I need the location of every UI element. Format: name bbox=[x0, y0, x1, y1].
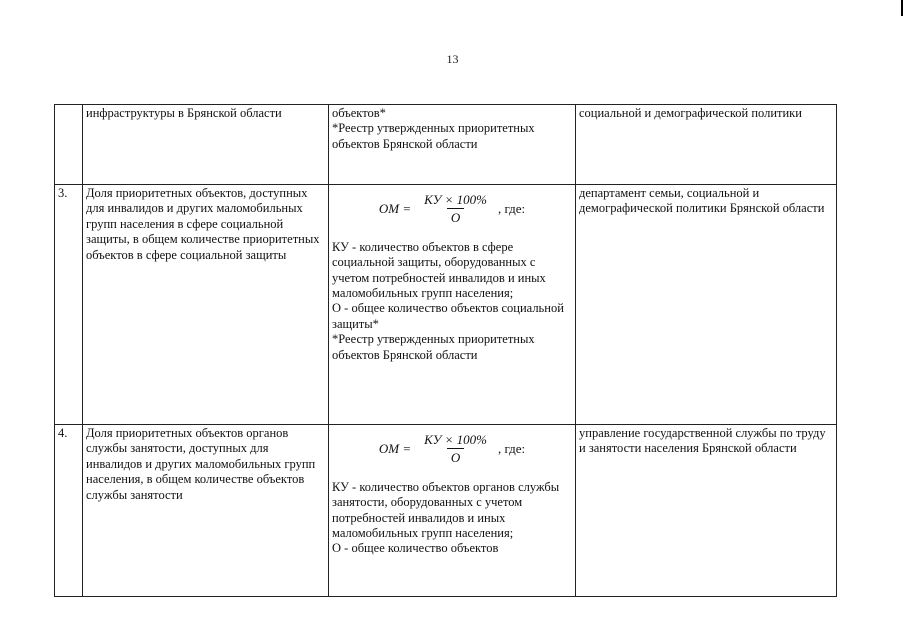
method-line: *Реестр утвержденных приоритетных объектов Брянской области bbox=[332, 121, 535, 151]
table-row bbox=[55, 425, 837, 597]
table-row bbox=[55, 105, 837, 185]
responsible-cell: социальной и демографической политики bbox=[576, 105, 837, 185]
formula-suffix: , где: bbox=[497, 201, 526, 217]
method-line: О - общее количество объектов bbox=[332, 541, 499, 556]
formula-denominator: О bbox=[447, 208, 464, 225]
formula-lhs: ОМ = bbox=[378, 441, 412, 457]
formula bbox=[332, 186, 572, 240]
formula-numerator: КУ × 100% bbox=[424, 432, 487, 447]
indicator-cell: инфраструктуры в Брянской области bbox=[83, 105, 329, 185]
formula-numerator: КУ × 100% bbox=[424, 192, 487, 207]
method-line: КУ - количество объектов органов службы занятости, оборудованных с учетом потребностей инвалидов и иных маломобильных групп населения; bbox=[332, 479, 560, 541]
method-line: объектов* bbox=[332, 106, 386, 120]
method-cell bbox=[329, 425, 576, 597]
responsible-cell: департамент семьи, социальной и демографической политики Брянской области bbox=[576, 185, 837, 425]
method-line: КУ - количество объектов в сфере социальной защиты, оборудованных с учетом потребностей инвалидов и иных маломобильных групп населения; bbox=[332, 239, 546, 301]
indicators-table bbox=[54, 104, 837, 597]
formula-lhs: ОМ = bbox=[378, 201, 412, 217]
row-number bbox=[55, 105, 83, 185]
responsible-cell: управление государственной службы по труду и занятости населения Брянской области bbox=[576, 425, 837, 597]
method-line: О - общее количество объектов социальной защиты* bbox=[332, 301, 564, 331]
row-number: 4. bbox=[55, 425, 83, 597]
formula-fraction bbox=[420, 192, 491, 226]
table-row bbox=[55, 185, 837, 425]
row-number: 3. bbox=[55, 185, 83, 425]
formula-fraction bbox=[420, 432, 491, 466]
formula-suffix: , где: bbox=[497, 441, 526, 457]
indicator-cell: Доля приоритетных объектов, доступных для инвалидов и других маломобильных групп населения в сфере социальной защиты, в общем количестве приоритетных объектов в сфере социальной защиты bbox=[83, 185, 329, 425]
method-cell bbox=[329, 105, 576, 185]
indicator-cell: Доля приоритетных объектов органов службы занятости, доступных для инвалидов и других маломобильных групп населения, в общем количестве объектов службы занятости bbox=[83, 425, 329, 597]
formula-denominator: О bbox=[447, 448, 464, 465]
scan-edge-mark bbox=[901, 0, 903, 16]
formula bbox=[332, 426, 572, 480]
method-line: *Реестр утвержденных приоритетных объектов Брянской области bbox=[332, 332, 535, 362]
page-number: 13 bbox=[446, 52, 459, 66]
method-cell bbox=[329, 185, 576, 425]
